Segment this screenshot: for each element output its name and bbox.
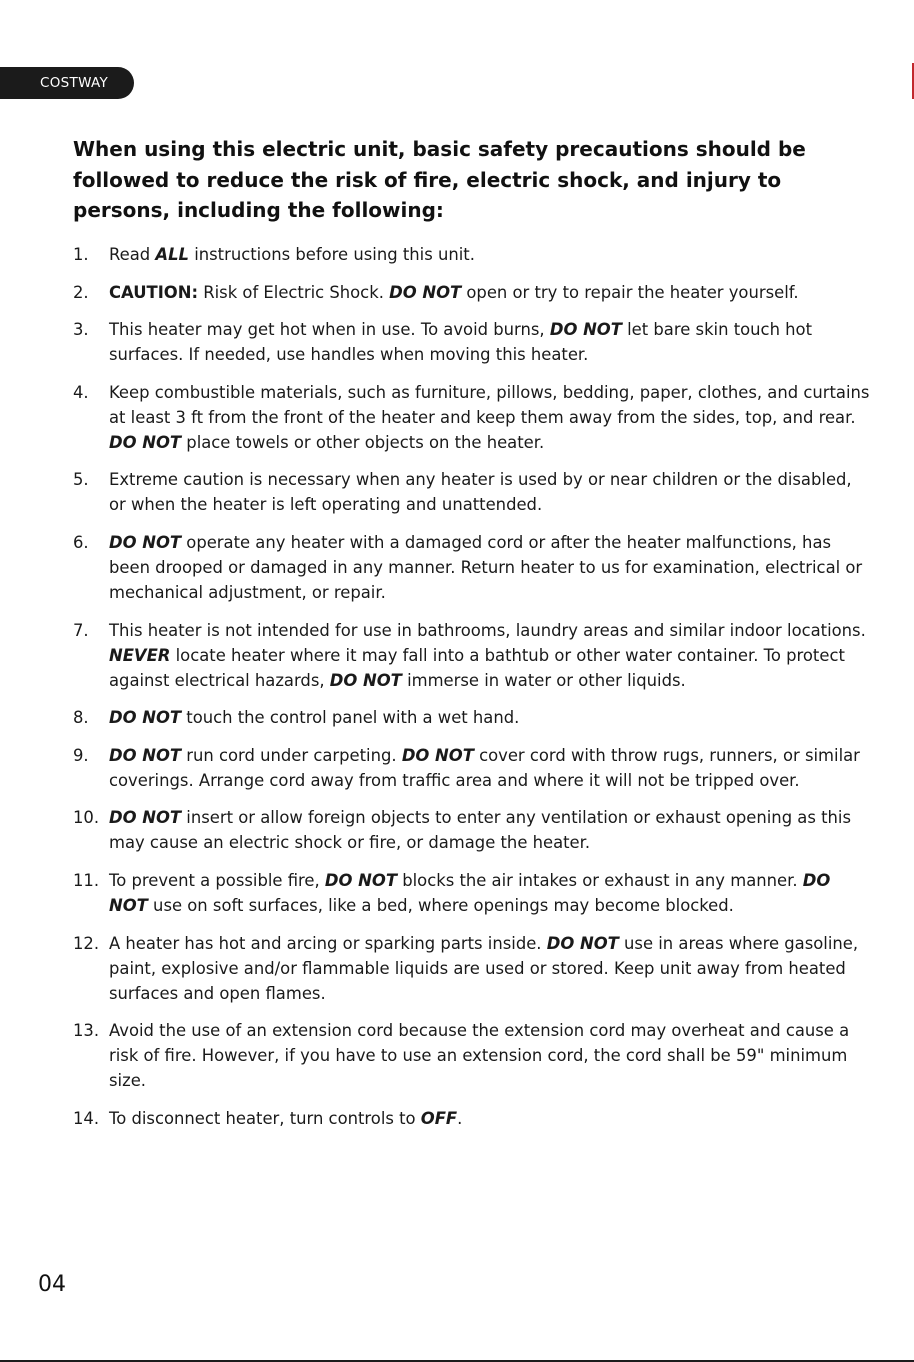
instruction-item bbox=[73, 868, 873, 918]
instruction-text bbox=[109, 618, 873, 693]
instruction-number: 1. bbox=[73, 245, 89, 264]
instruction-segment: cover cord with throw rugs, runners, or similar coverings. Arrange cord away from traffic area and where it will not be tripped over. bbox=[109, 745, 860, 790]
instruction-number: 14. bbox=[73, 1108, 100, 1128]
instruction-item bbox=[73, 618, 873, 693]
page-number: 04 bbox=[38, 1272, 66, 1297]
instruction-text bbox=[109, 931, 873, 1006]
brand-name: COSTWAY bbox=[40, 75, 109, 91]
instruction-segment: let bare skin touch hot surfaces. If needed, use handles when moving this heater. bbox=[109, 320, 813, 365]
instruction-segment: . bbox=[457, 1108, 463, 1128]
instruction-segment: Extreme caution is necessary when any heater is used by or near children or the disabled, or when the heater is left operating and unattended. bbox=[109, 470, 852, 515]
instruction-segment: Risk of Electric Shock. bbox=[198, 282, 390, 302]
instruction-segment: use in areas where gasoline, paint, explosive and/or flammable liquids are used or stored. Keep unit away from heated surfaces and open flames. bbox=[109, 933, 859, 1003]
instruction-text bbox=[109, 1018, 873, 1093]
instruction-text bbox=[109, 380, 873, 455]
instruction-segment: run cord under carpeting. bbox=[181, 745, 402, 765]
emphasis-text: OFF bbox=[420, 1108, 458, 1128]
emphasis-text: DO NOT bbox=[109, 808, 182, 828]
instruction-segment: touch the control panel with a wet hand. bbox=[181, 708, 520, 728]
instruction-item bbox=[73, 280, 873, 305]
instruction-segment: locate heater where it may fall into a bathtub or other water container. To protect against electrical hazards, bbox=[109, 645, 845, 690]
instruction-number: 8. bbox=[73, 708, 89, 728]
instruction-text bbox=[109, 317, 873, 367]
instruction-text bbox=[109, 530, 873, 605]
instruction-number: 4. bbox=[73, 382, 89, 402]
instruction-number: 11. bbox=[73, 870, 100, 890]
emphasis-text: DO NOT bbox=[324, 870, 397, 890]
emphasis-text: DO NOT bbox=[109, 745, 182, 765]
instruction-number: 6. bbox=[73, 532, 89, 552]
instruction-text bbox=[109, 743, 873, 793]
instruction-segment: insert or allow foreign objects to enter any ventilation or exhaust opening as this may cause an electric shock or fire, or damage the heater. bbox=[109, 808, 852, 853]
instruction-item bbox=[73, 1018, 873, 1093]
instruction-segment: To prevent a possible fire, bbox=[109, 870, 325, 890]
instruction-segment: instructions before using this unit. bbox=[188, 245, 475, 264]
instruction-segment: immerse in water or other liquids. bbox=[401, 670, 686, 690]
emphasis-text: CAUTION: bbox=[109, 282, 199, 302]
instruction-number: 7. bbox=[73, 620, 89, 640]
instruction-item bbox=[73, 705, 873, 730]
instruction-text bbox=[109, 242, 873, 267]
instruction-item bbox=[73, 467, 873, 517]
emphasis-text: NEVER bbox=[109, 645, 171, 665]
emphasis-text: DO NOT bbox=[109, 708, 182, 728]
instruction-segment: To disconnect heater, turn controls to bbox=[109, 1108, 421, 1128]
instruction-item bbox=[73, 530, 873, 605]
instruction-item bbox=[73, 1106, 873, 1131]
instruction-segment: place towels or other objects on the heater. bbox=[181, 432, 545, 452]
instruction-segment: Read bbox=[109, 245, 156, 264]
instruction-item bbox=[73, 743, 873, 793]
instruction-text bbox=[109, 705, 873, 730]
instruction-number: 2. bbox=[73, 282, 89, 302]
emphasis-text: DO NOT bbox=[329, 670, 402, 690]
emphasis-text: DO NOT bbox=[109, 432, 182, 452]
intro-heading: When using this electric unit, basic safety precautions should be followed to reduce the risk of fire, electric shock, and injury to persons, including the following: bbox=[73, 137, 806, 222]
emphasis-text: DO NOT bbox=[401, 745, 474, 765]
instruction-segment: This heater may get hot when in use. To avoid burns, bbox=[109, 320, 550, 340]
brand-logo bbox=[0, 67, 134, 99]
instruction-number: 10. bbox=[73, 808, 100, 828]
instruction-text bbox=[109, 280, 873, 305]
instruction-segment: open or try to repair the heater yourself. bbox=[461, 282, 799, 302]
instruction-text bbox=[109, 868, 873, 918]
safety-instructions-list bbox=[73, 242, 873, 1143]
instruction-segment: This heater is not intended for use in bathrooms, laundry areas and similar indoor locations. bbox=[109, 620, 866, 640]
instruction-item bbox=[73, 931, 873, 1006]
instruction-number: 12. bbox=[73, 933, 100, 953]
instruction-item bbox=[73, 317, 873, 367]
instruction-segment: blocks the air intakes or exhaust in any manner. bbox=[397, 870, 803, 890]
instruction-segment: use on soft surfaces, like a bed, where openings may become blocked. bbox=[147, 895, 734, 915]
instruction-segment: A heater has hot and arcing or sparking parts inside. bbox=[109, 933, 547, 953]
instruction-item bbox=[73, 805, 873, 855]
instruction-segment: Keep combustible materials, such as furniture, pillows, bedding, paper, clothes, and curtains at least 3 ft from the front of the heater and keep them away from the sides, top, and rear. bbox=[109, 382, 870, 427]
instruction-number: 3. bbox=[73, 320, 89, 340]
emphasis-text: DO NOT bbox=[549, 320, 622, 340]
emphasis-text: ALL bbox=[155, 245, 189, 264]
instruction-number: 9. bbox=[73, 745, 89, 765]
instruction-number: 5. bbox=[73, 470, 89, 490]
emphasis-text: DO NOT bbox=[109, 532, 182, 552]
instruction-item bbox=[73, 242, 873, 267]
emphasis-text: DO NOT bbox=[546, 933, 619, 953]
instruction-item bbox=[73, 380, 873, 455]
emphasis-text: DO NOT bbox=[109, 870, 831, 915]
instruction-segment: Avoid the use of an extension cord because the extension cord may overheat and cause a risk of fire. However, if you have to use an extension cord, the cord shall be 59" minimum size. bbox=[109, 1021, 850, 1091]
instruction-text bbox=[109, 805, 873, 855]
instruction-number: 13. bbox=[73, 1021, 100, 1041]
emphasis-text: DO NOT bbox=[389, 282, 462, 302]
instruction-text bbox=[109, 467, 873, 517]
instruction-segment: operate any heater with a damaged cord or after the heater malfunctions, has been drooped or damaged in any manner. Return heater to us for examination, electrical or mechanical adjustment, or repair. bbox=[109, 532, 863, 602]
instruction-text bbox=[109, 1106, 873, 1131]
